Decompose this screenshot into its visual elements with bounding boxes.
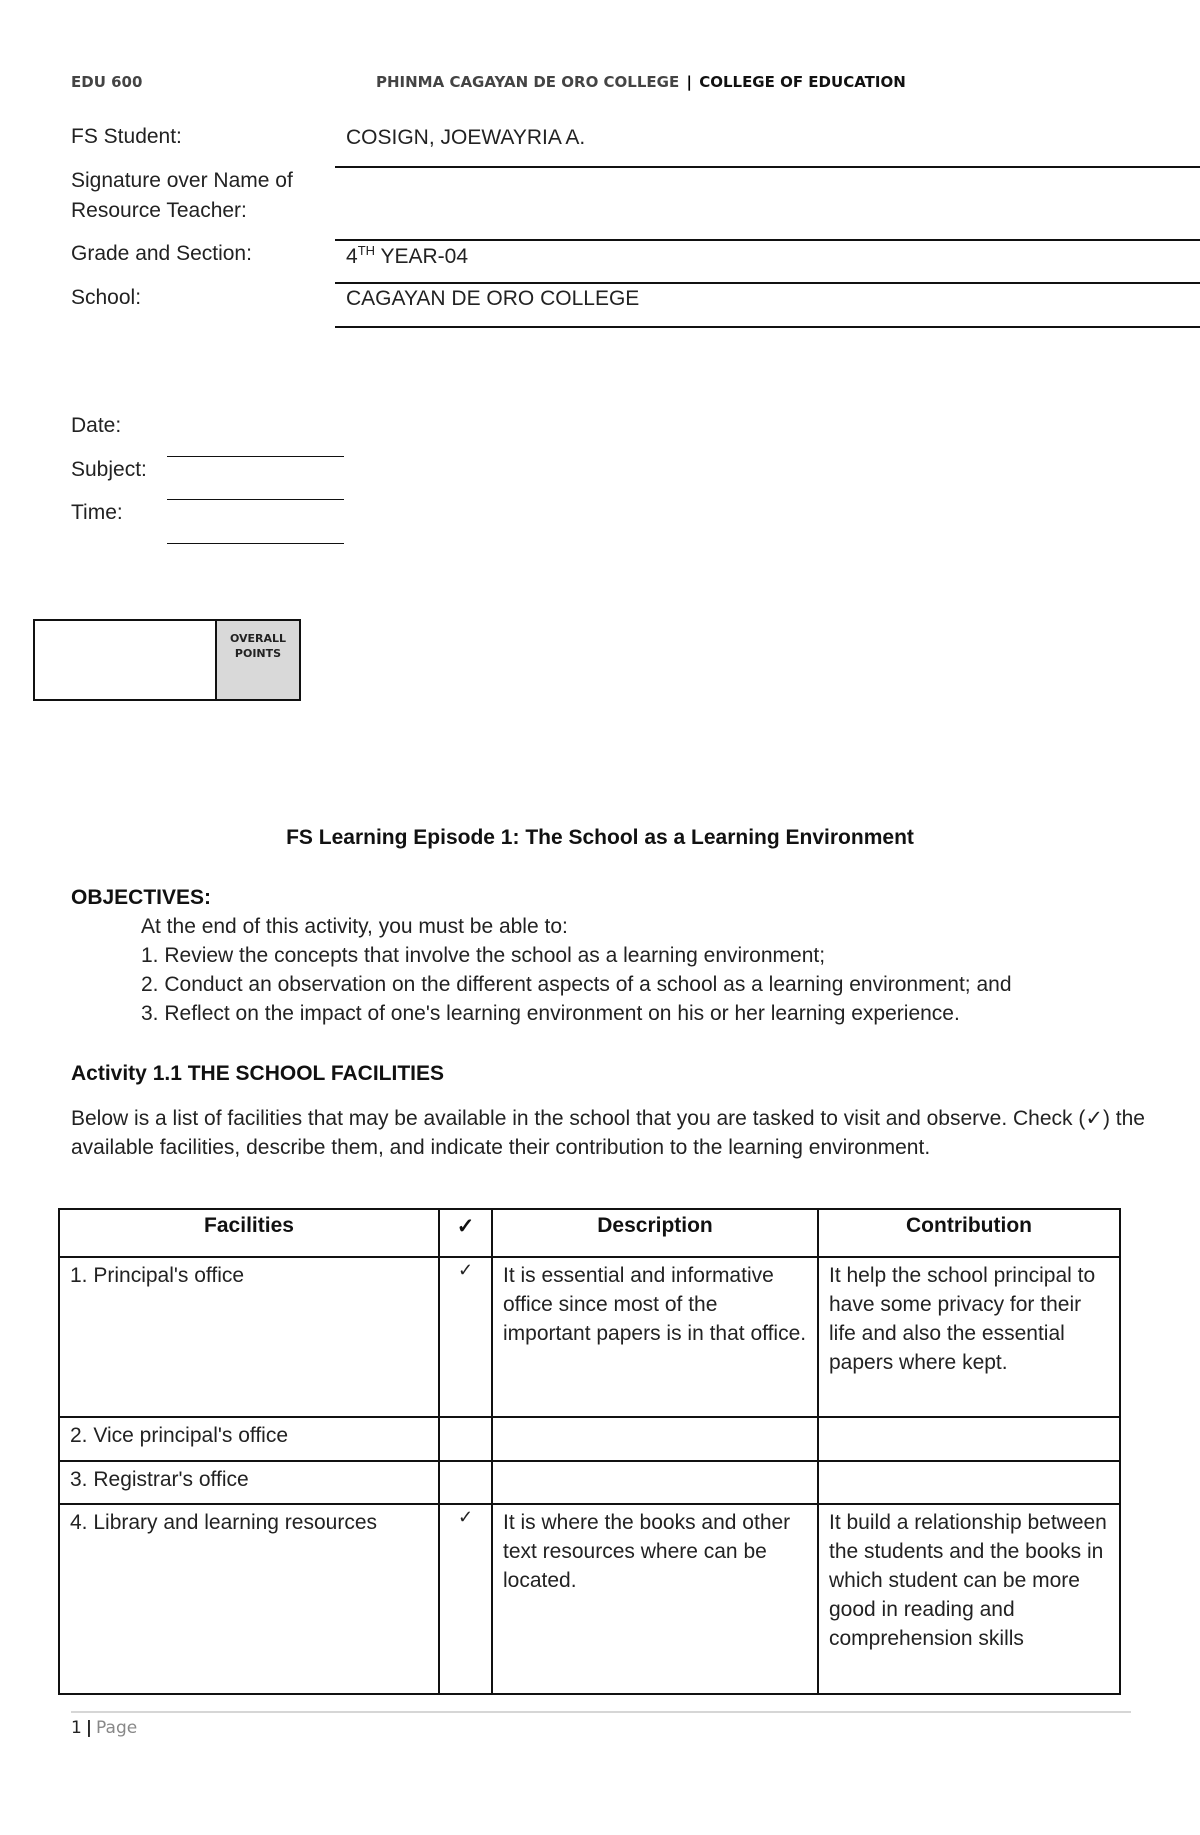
grade-section-label: Grade and Section: <box>71 242 252 265</box>
contribution-cell: It help the school principal to have some privacy for their life and also the essential papers where kept. <box>818 1257 1120 1417</box>
table-header-row <box>59 1209 1120 1257</box>
objectives-heading: OBJECTIVES: <box>71 886 212 909</box>
contribution-cell <box>818 1417 1120 1461</box>
fs-student-value: COSIGN, JOEWAYRIA A. <box>346 126 586 149</box>
grade-section-value <box>346 243 468 269</box>
school-underline <box>335 326 1200 328</box>
page-label: Page <box>96 1718 138 1738</box>
contribution-cell <box>818 1461 1120 1504</box>
date-underline <box>167 456 344 457</box>
header-separator: | <box>686 73 692 91</box>
column-header-description: Description <box>492 1209 818 1257</box>
objective-item: 3. Reflect on the impact of one's learning environment on his or her learning experience. <box>141 1002 960 1025</box>
signature-label-line1: Signature over Name of <box>71 169 293 192</box>
table-row <box>59 1461 1120 1504</box>
time-underline <box>167 543 344 544</box>
facility-cell: 1. Principal's office <box>59 1257 439 1417</box>
description-cell: It is essential and informative office since most of the important papers is in that office. <box>492 1257 818 1417</box>
episode-title: FS Learning Episode 1: The School as a Learning Environment <box>286 826 914 849</box>
objective-item: 2. Conduct an observation on the different aspects of a school as a learning environment; and <box>141 973 1012 996</box>
signature-underline <box>335 239 1200 241</box>
overall-points-box <box>33 619 301 701</box>
overall-points-score-field <box>35 621 217 699</box>
facility-cell: 3. Registrar's office <box>59 1461 439 1504</box>
column-header-contribution: Contribution <box>818 1209 1120 1257</box>
overall-points-label <box>217 621 299 699</box>
footer-divider <box>71 1711 1131 1713</box>
check-cell <box>439 1461 492 1504</box>
signature-label-line2: Resource Teacher: <box>71 199 247 222</box>
school-value: CAGAYAN DE ORO COLLEGE <box>346 287 640 310</box>
table-row <box>59 1504 1120 1694</box>
description-cell <box>492 1417 818 1461</box>
subject-label: Subject: <box>71 458 147 481</box>
grade-value-rest: YEAR-04 <box>375 245 469 268</box>
date-label: Date: <box>71 414 122 437</box>
overall-points-label-line2: POINTS <box>234 647 282 660</box>
check-cell <box>439 1417 492 1461</box>
school-label: School: <box>71 286 142 309</box>
facility-cell: 2. Vice principal's office <box>59 1417 439 1461</box>
overall-points-label-line1: OVERALL <box>229 632 287 645</box>
activity-heading: Activity 1.1 THE SCHOOL FACILITIES <box>71 1062 445 1085</box>
course-code: EDU 600 <box>71 73 143 91</box>
grade-value-base: 4 <box>346 245 358 268</box>
facilities-table <box>58 1208 1121 1695</box>
footer-separator: | <box>85 1718 93 1738</box>
time-label: Time: <box>71 501 123 524</box>
contribution-cell: It build a relationship between the students and the books in which student can be more good in reading and comprehension skills <box>818 1504 1120 1694</box>
description-cell: It is where the books and other text resources where can be located. <box>492 1504 818 1694</box>
objective-item: 1. Review the concepts that involve the school as a learning environment; <box>141 944 826 967</box>
grade-section-underline <box>335 282 1200 284</box>
subject-underline <box>167 499 344 500</box>
department-name: COLLEGE OF EDUCATION <box>699 73 906 91</box>
facility-cell: 4. Library and learning resources <box>59 1504 439 1694</box>
description-cell <box>492 1461 818 1504</box>
page-number: 1 <box>71 1718 82 1738</box>
table-row <box>59 1257 1120 1417</box>
page-footer <box>71 1718 137 1738</box>
signature-label <box>71 166 293 226</box>
fs-student-underline <box>335 166 1200 168</box>
college-header <box>376 73 906 91</box>
fs-student-label: FS Student: <box>71 125 182 148</box>
column-header-check: ✓ <box>439 1209 492 1257</box>
objectives-intro: At the end of this activity, you must be able to: <box>141 915 568 938</box>
grade-value-sup: TH <box>357 243 376 258</box>
activity-instructions: Below is a list of facilities that may be available in the school that you are tasked to visit and observe. Check (✓) the available facilities, describe them, and indicate their contribution to the learning environment. <box>71 1107 1145 1159</box>
column-header-facilities: Facilities <box>59 1209 439 1257</box>
check-cell: ✓ <box>439 1257 492 1417</box>
table-row <box>59 1417 1120 1461</box>
check-cell: ✓ <box>439 1504 492 1694</box>
college-name: PHINMA CAGAYAN DE ORO COLLEGE <box>376 73 680 91</box>
